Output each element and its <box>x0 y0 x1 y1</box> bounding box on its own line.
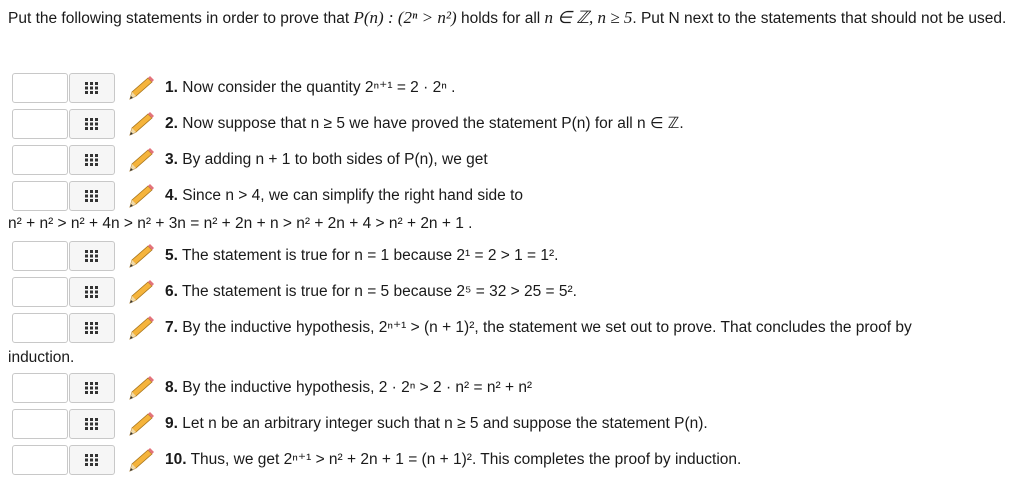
order-input[interactable] <box>12 109 68 139</box>
statement-text <box>165 317 912 339</box>
order-input[interactable] <box>12 145 68 175</box>
pencil-icon[interactable] <box>126 147 156 173</box>
order-input[interactable] <box>12 445 68 475</box>
statement-number: 4. <box>165 187 178 204</box>
order-input[interactable] <box>12 313 68 343</box>
statement-number: 8. <box>165 379 178 396</box>
pencil-icon[interactable] <box>126 447 156 473</box>
statement-text <box>165 413 708 435</box>
pencil-icon[interactable] <box>126 279 156 305</box>
prompt-text-2: holds for all <box>460 10 541 27</box>
statement-row <box>0 143 1024 177</box>
statement-text <box>165 185 523 207</box>
drag-handle-icon[interactable] <box>69 241 115 271</box>
prompt-text-3: . Put N next to the statements that should not be used. <box>632 10 1007 27</box>
statement-row <box>0 443 1024 477</box>
statement-text <box>165 77 455 99</box>
order-input[interactable] <box>12 73 68 103</box>
statement-continuation: n² + n² > n² + 4n > n² + 3n = n² + 2n + n > n² + 2n + 4 > n² + 2n + 1 . <box>8 215 473 232</box>
statement-content: By adding n + 1 to both sides of P(n), we get <box>182 151 488 168</box>
statement-content: By the inductive hypothesis, 2 · 2ⁿ > 2 · n² = n² + n² <box>182 379 533 396</box>
statement-row <box>0 371 1024 405</box>
statement-row <box>0 407 1024 441</box>
statement-row <box>0 239 1024 273</box>
statement-row <box>0 179 1024 213</box>
prompt-expression: P(n) : (2ⁿ > n²) <box>353 8 457 27</box>
drag-handle-icon[interactable] <box>69 73 115 103</box>
statement-content: By the inductive hypothesis, 2ⁿ⁺¹ > (n + 1)², the statement we set out to prove. That concludes the proof by <box>182 319 912 336</box>
pencil-icon[interactable] <box>126 75 156 101</box>
pencil-icon[interactable] <box>126 375 156 401</box>
order-input[interactable] <box>12 277 68 307</box>
statement-continuation: induction. <box>8 349 75 366</box>
statement-row <box>0 311 1024 345</box>
statement-number: 6. <box>165 283 178 300</box>
pencil-icon[interactable] <box>126 111 156 137</box>
statement-content: The statement is true for n = 1 because 2¹ = 2 > 1 = 1². <box>181 247 559 264</box>
statement-content: Now consider the quantity 2ⁿ⁺¹ = 2 · 2ⁿ . <box>182 79 456 96</box>
drag-handle-icon[interactable] <box>69 277 115 307</box>
statement-content: Since n > 4, we can simplify the right hand side to <box>182 187 524 204</box>
drag-handle-icon[interactable] <box>69 409 115 439</box>
drag-handle-icon[interactable] <box>69 145 115 175</box>
order-input[interactable] <box>12 409 68 439</box>
statement-number: 10. <box>165 451 187 468</box>
prompt-text-1: Put the following statements in order to prove that <box>8 10 350 27</box>
statement-text <box>165 377 532 399</box>
order-input[interactable] <box>12 181 68 211</box>
pencil-icon[interactable] <box>126 183 156 209</box>
statement-number: 1. <box>165 79 178 96</box>
statement-number: 7. <box>165 319 178 336</box>
drag-handle-icon[interactable] <box>69 445 115 475</box>
statement-row <box>0 71 1024 105</box>
prompt-condition: n ∈ ℤ, n ≥ 5 <box>544 8 633 27</box>
statement-number: 2. <box>165 115 178 132</box>
drag-handle-icon[interactable] <box>69 313 115 343</box>
statement-content: The statement is true for n = 5 because 2⁵ = 32 > 25 = 5². <box>181 283 577 300</box>
statement-text <box>165 113 684 135</box>
statement-row <box>0 275 1024 309</box>
statement-text <box>165 449 741 471</box>
order-input[interactable] <box>12 241 68 271</box>
drag-handle-icon[interactable] <box>69 373 115 403</box>
order-input[interactable] <box>12 373 68 403</box>
statement-number: 3. <box>165 151 178 168</box>
statement-content: Let n be an arbitrary integer such that n ≥ 5 and suppose the statement P(n). <box>182 415 708 432</box>
drag-handle-icon[interactable] <box>69 109 115 139</box>
statement-text <box>165 149 488 171</box>
pencil-icon[interactable] <box>126 243 156 269</box>
statement-number: 9. <box>165 415 178 432</box>
pencil-icon[interactable] <box>126 315 156 341</box>
statement-content: Now suppose that n ≥ 5 we have proved the statement P(n) for all n ∈ ℤ. <box>182 115 684 132</box>
statement-text <box>165 245 559 267</box>
statement-content: Thus, we get 2ⁿ⁺¹ > n² + 2n + 1 = (n + 1)². This completes the proof by induction. <box>190 451 742 468</box>
drag-handle-icon[interactable] <box>69 181 115 211</box>
question-prompt <box>8 6 1008 31</box>
statement-number: 5. <box>165 247 178 264</box>
statement-row <box>0 107 1024 141</box>
statement-text <box>165 281 577 303</box>
pencil-icon[interactable] <box>126 411 156 437</box>
